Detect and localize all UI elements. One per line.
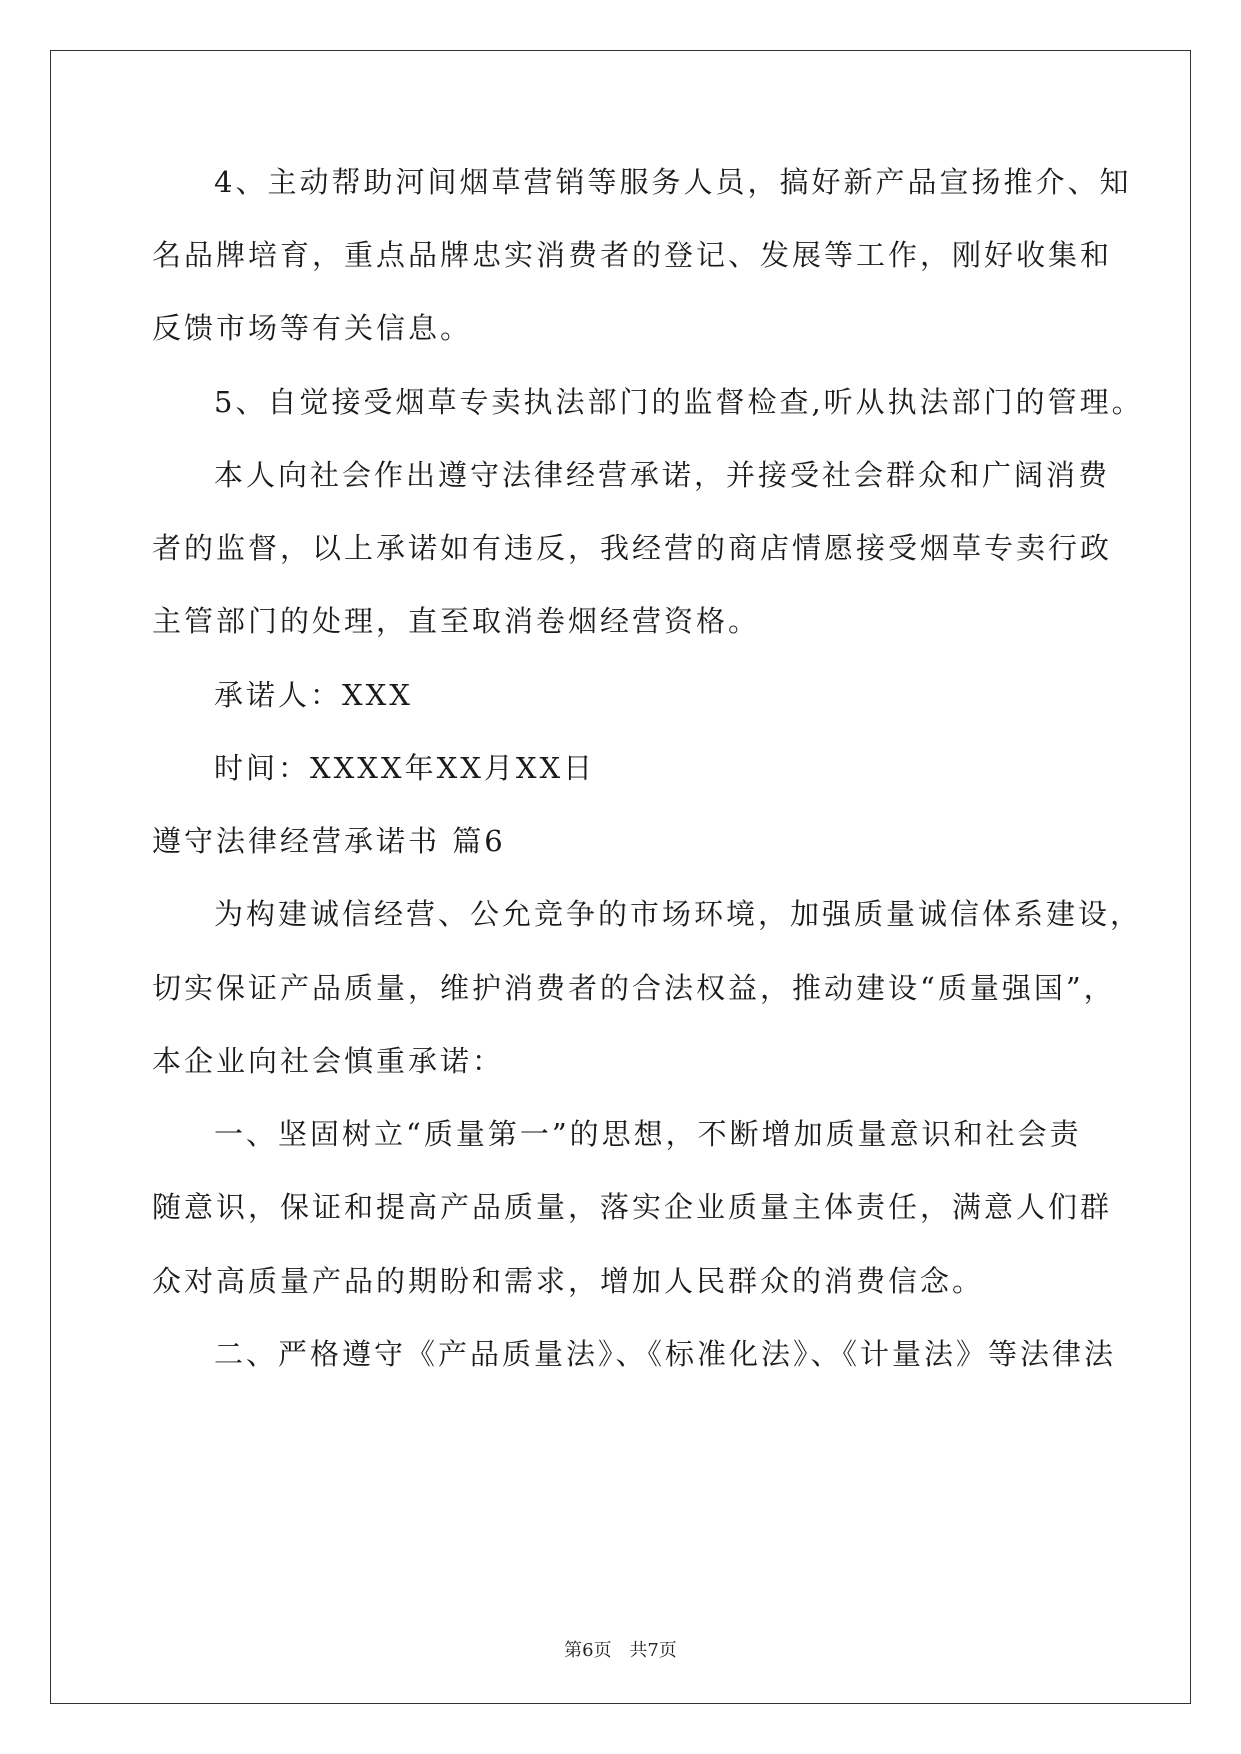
item-1-line-1: 一、坚固树立“质量第一”的思想，不断增加质量意识和社会责 — [214, 1117, 1082, 1151]
page-footer — [0, 1636, 1241, 1662]
page-border — [50, 50, 1191, 1704]
signatory-line: 承诺人：XXX — [214, 678, 413, 712]
date-line: 时间：XXXX年XX月XX日 — [214, 751, 596, 785]
commitment-paragraph-line-3: 主管部门的处理，直至取消卷烟经营资格。 — [152, 604, 761, 638]
intro-paragraph-line-2: 切实保证产品质量，维护消费者的合法权益，推动建设“质量强国”， — [152, 971, 1116, 1005]
item-1-line-2: 随意识，保证和提高产品质量，落实企业质量主体责任，满意人们群 — [152, 1190, 1113, 1224]
section-heading: 遵守法律经营承诺书 篇6 — [152, 824, 506, 858]
paragraph-4-line-1: 4、主动帮助河间烟草营销等服务人员，搞好新产品宣扬推介、知 — [214, 165, 1132, 199]
item-2-line-1: 二、严格遵守《产品质量法》、《标准化法》、《计量法》等法律法 — [214, 1337, 1117, 1371]
commitment-paragraph-line-1: 本人向社会作出遵守法律经营承诺，并接受社会群众和广阔消费 — [214, 458, 1111, 492]
commitment-paragraph-line-2: 者的监督，以上承诺如有违反，我经营的商店情愿接受烟草专卖行政 — [152, 531, 1113, 565]
intro-paragraph-line-3: 本企业向社会慎重承诺： — [152, 1044, 505, 1078]
paragraph-5: 5、自觉接受烟草专卖执法部门的监督检查,听从执法部门的管理。 — [214, 385, 1144, 419]
paragraph-4-line-2: 名品牌培育，重点品牌忠实消费者的登记、发展等工作，刚好收集和 — [152, 238, 1113, 272]
page-total: 共7页 — [629, 1640, 677, 1661]
paragraph-4-line-3: 反馈市场等有关信息。 — [152, 311, 473, 345]
item-1-line-3: 众对高质量产品的期盼和需求，增加人民群众的消费信念。 — [152, 1264, 985, 1298]
intro-paragraph-line-1: 为构建诚信经营、公允竞争的市场环境，加强质量诚信体系建设， — [214, 897, 1143, 931]
page-number: 第6页 — [564, 1640, 612, 1661]
